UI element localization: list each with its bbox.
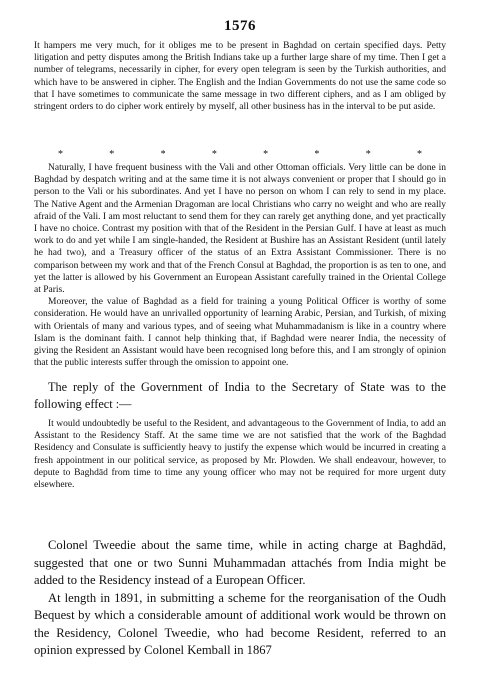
paragraph-3: Moreover, the value of Baghdad as a field for training a young Political Officer is worthy of some consideration. He would have an unrivalled opportunity of learning Arabic, Persian, and Turkish, of mixing with Orientals of many and various types, and of seeing what Muhammadanism is like in a country where Islam is the dominant faith. I cannot help thinking that, if Baghdad were nearer India, the necessity of giving the Resident an Assistant would have been recognised long before this, and I am strongly of opinion that the public interests suffer through the omission to appoint one. [34, 297, 446, 369]
paragraph-7: At length in 1891, in submitting a scheme for the reorganisation of the Oudh Bequest by which a considerable amount of additional work would be thrown on the Residency, Colonel Tweedie, who had become Resident, referred to an opinion expressed by Colonel Kemball in 1867 [34, 590, 446, 657]
paragraph-4: The reply of the Government of India to the Secretary of State was to the following effect :— [34, 380, 446, 411]
paragraph-5: It would undoubtedly be useful to the Resident, and advantageous to the Government of India, to add an Assistant to the Residency Staff. At the same time we are not satisfied that the work of the Baghdad Residency and Consulate is sufficiently heavy to justify the expense which would be incurred in creating a fresh appointment in our political service, as proposed by Mr. Plowden. We shall endeavour, however, to depute to Baghdād from time to time any young officer who may not be required for more urgent duty elsewhere. [34, 419, 446, 491]
paragraph-2: Naturally, I have frequent business with the Vali and other Ottoman officials. Very little can be done in Baghdad by despatch writing and at the same time it is not always convenient or proper that I should go in person to the Vali or his subordinates. And yet I have no person on whom I can rely to send in my place. The Native Agent and the Armenian Dragoman are local Christians who carry no weight and who are really afraid of the Vali. I am most reluctant to send them for they can rarely get anything done, and yet practically I have no choice. Contrast my position with that of the Resident in the Persian Gulf. I have at least as much work to do and yet while I am single-handed, the Resident at Bushire has an Assistant Resident (until lately he had two), and a Treasury officer of the status of an Extra Assistant Commissioner. There is no comparison between my work and that of the French Consul at Baghdad, the proportion is as ten to one, and yet the latter is allowed by his Government an European Assistant carefully trained in the Oriental College at Paris. [34, 163, 446, 296]
quoted-letter-continuation [34, 40, 446, 113]
narrative-body [34, 537, 446, 660]
government-reply-quote [34, 418, 446, 491]
star: * [58, 149, 63, 160]
star: * [211, 149, 217, 160]
star: * [160, 149, 166, 160]
page-number: 1576 [224, 18, 256, 34]
star: * [109, 149, 115, 160]
narrative-intro [34, 379, 446, 412]
star: * [416, 149, 422, 160]
star: * [365, 149, 371, 160]
separator-stars [34, 150, 446, 160]
paragraph-1: It hampers me very much, for it obliges me to be present in Baghdad on certain specified days. Petty litigation and petty disputes among the British Indians take up a further large share of my time. Then I get a number of telegrams, necessarily in cipher, for every open telegram is seen by the Turkish authorities, and which have to be answered in cipher. The English and the Indian Governments do not use the same code so that I have sometimes to communicate the same message in two different ciphers, and as I am obliged by stringent orders to do cipher work entirely by myself, all other business has in the interval to be put aside. [34, 41, 446, 113]
paragraph-6: Colonel Tweedie about the same time, while in acting charge at Baghdād, suggested that one or two Sunni Muhammadan attachés from India might be added to the Residency instead of a European Officer. [34, 538, 446, 587]
quoted-letter-body [34, 162, 446, 369]
star: * [263, 149, 269, 160]
star: * [314, 149, 320, 160]
